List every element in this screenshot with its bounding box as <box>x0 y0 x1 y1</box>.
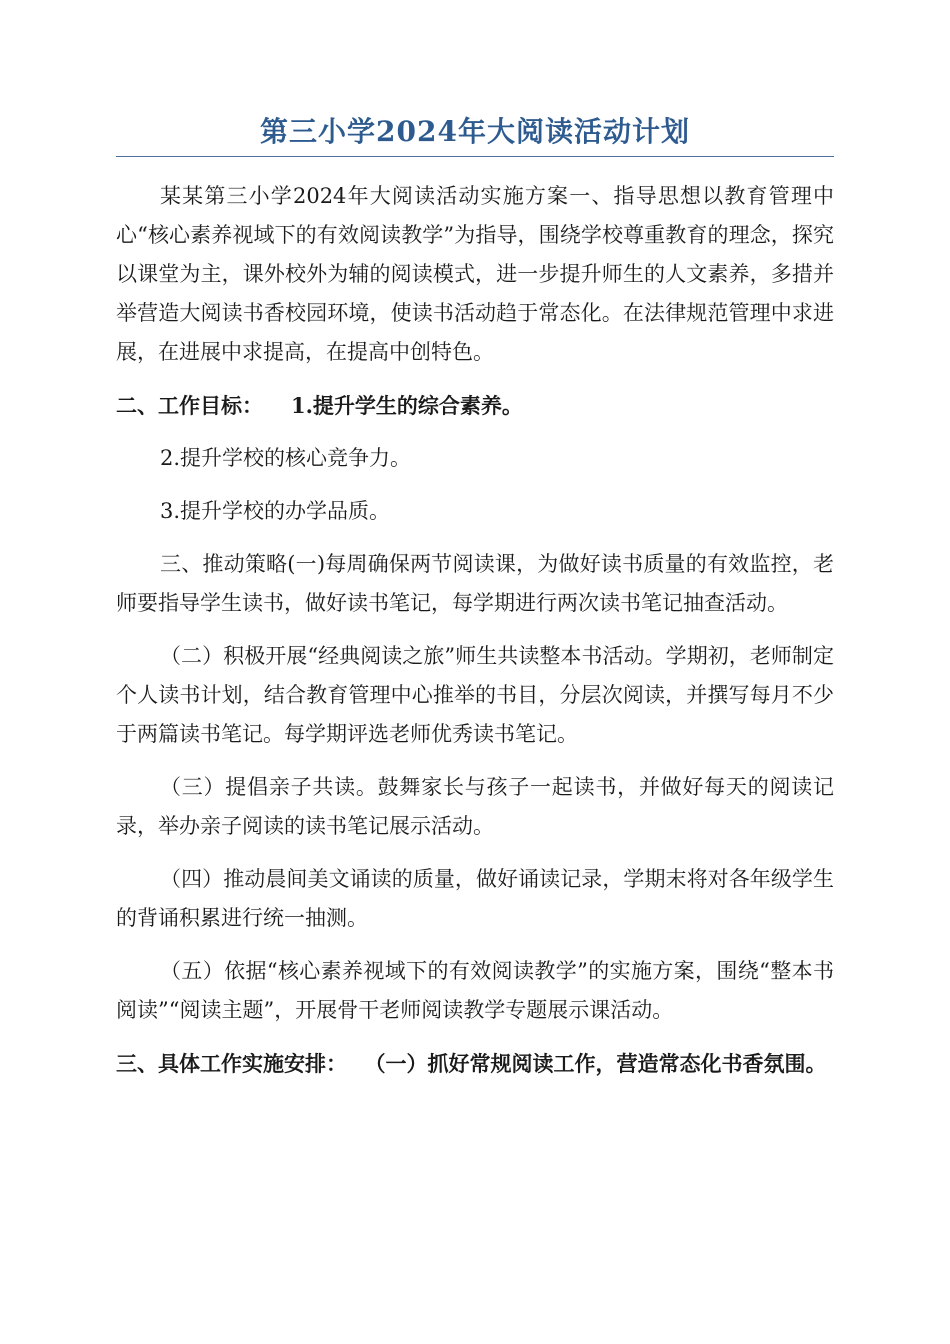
strategy-5-paragraph: （五）依据“核心素养视域下的有效阅读教学”的实施方案，围绕“整本书阅读”“阅读主题”，开展骨干老师阅读教学专题展示课活动。 <box>116 959 834 1022</box>
document-title: 第三小学2024年大阅读活动计划 <box>116 110 834 157</box>
goal-2: 2.提升学校的核心竞争力。 <box>160 446 412 470</box>
goals-heading <box>116 386 834 425</box>
strategy-3-paragraph: （三）提倡亲子共读。鼓舞家长与孩子一起读书，并做好每天的阅读记录，举办亲子阅读的读书笔记展示活动。 <box>116 775 834 838</box>
implementation-heading <box>116 1044 834 1083</box>
implementation-subheading: （一）抓好常规阅读工作，营造常态化书香氛围。 <box>375 1051 827 1076</box>
strategy-2-paragraph: （二）积极开展“经典阅读之旅”师生共读整本书活动。学期初，老师制定个人读书计划，结合教育管理中心推举的书目，分层次阅读，并撰写每月不少于两篇读书笔记。每学期评选老师优秀读书笔记。 <box>116 644 834 746</box>
goals-heading-label: 二、工作目标： <box>116 393 263 418</box>
implementation-heading-label: 三、具体工作实施安排： <box>116 1051 347 1076</box>
strategy-4-paragraph: （四）推动晨间美文诵读的质量，做好诵读记录，学期末将对各年级学生的背诵积累进行统一抽测。 <box>116 867 834 930</box>
strategy-1-paragraph: 三、推动策略(一)每周确保两节阅读课，为做好读书质量的有效监控，老师要指导学生读书，做好读书笔记，每学期进行两次读书笔记抽查活动。 <box>116 552 834 615</box>
goal-1: 1.提升学生的综合素养。 <box>291 393 523 418</box>
goal-3: 3.提升学校的办学品质。 <box>160 499 391 523</box>
document-page <box>116 110 834 1083</box>
intro-paragraph: 某某第三小学2024年大阅读活动实施方案一、指导思想以教育管理中心“核心素养视域下的有效阅读教学”为指导，围绕学校尊重教育的理念，探究以课堂为主，课外校外为辅的阅读模式，进一步提升师生的人文素养，多措并举营造大阅读书香校园环境，使读书活动趋于常态化。在法律规范管理中求进展，在进展中求提高，在提高中创特色。 <box>116 184 834 364</box>
